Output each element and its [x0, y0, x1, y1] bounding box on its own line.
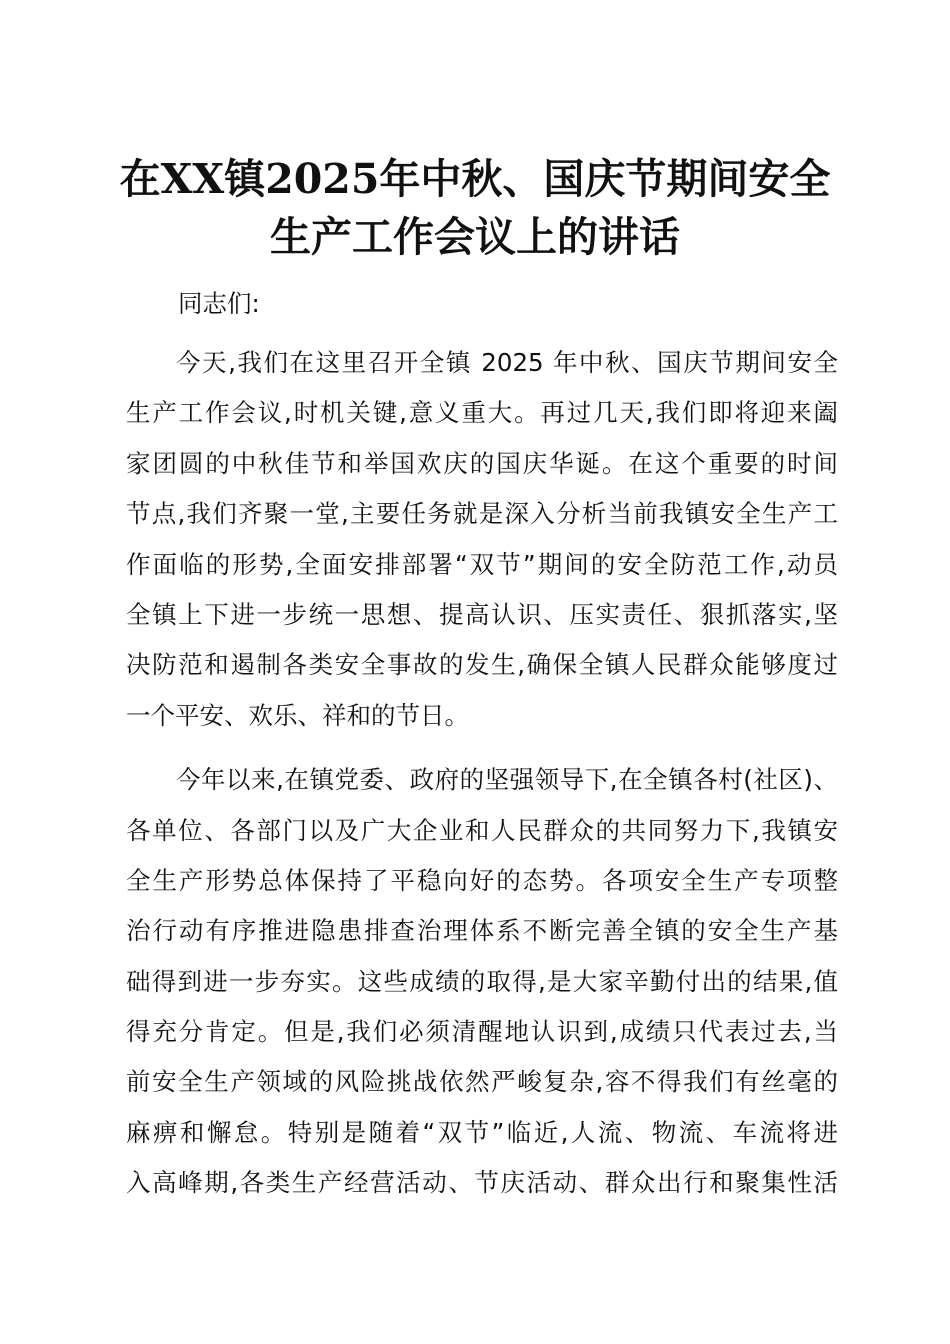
paragraph-line: 今天,我们在这里召开全镇 2025 年中秋、国庆节期间安全: [176, 348, 838, 377]
salutation: 同志们:: [178, 289, 260, 318]
paragraph-line: 决防范和遏制各类安全事故的发生,确保全镇人民群众能够度过: [126, 650, 838, 680]
paragraph-1: [126, 324, 838, 741]
document-body: [126, 282, 838, 1209]
paragraph-line: 全生产形势总体保持了平稳向好的态势。各项安全生产专项整: [126, 865, 838, 895]
paragraph-line: 各单位、各部门以及广大企业和人民群众的共同努力下,我镇安: [126, 815, 838, 845]
paragraph-line: 前安全生产领域的风险挑战依然严峻复杂,容不得我们有丝毫的: [126, 1067, 838, 1097]
paragraph-line: 生产工作会议,时机关键,意义重大。再过几天,我们即将迎来阖: [126, 398, 838, 428]
paragraph-line: 得充分肯定。但是,我们必须清醒地认识到,成绩只代表过去,当: [126, 1017, 838, 1047]
paragraph-line: 础得到进一步夯实。这些成绩的取得,是大家辛勤付出的结果,值: [126, 966, 838, 996]
paragraph-line: 节点,我们齐聚一堂,主要任务就是深入分析当前我镇安全生产工: [126, 499, 838, 529]
paragraph-2: [126, 741, 838, 1209]
paragraph-line: 治行动有序推进隐患排查治理体系不断完善全镇的安全生产基: [126, 916, 838, 946]
paragraph-line: 全镇上下进一步统一思想、提高认识、压实责任、狠抓落实,坚: [126, 599, 838, 629]
paragraph-line: 麻痹和懈怠。特别是随着“双节”临近,人流、物流、车流将进: [126, 1117, 838, 1147]
paragraph-line: 作面临的形势,全面安排部署“双节”期间的安全防范工作,动员: [126, 549, 838, 579]
title-line-2: 生产工作会议上的讲话: [270, 213, 680, 261]
document-title: [110, 150, 840, 266]
title-line-1: 在XX镇2025年中秋、国庆节期间安全: [119, 155, 831, 203]
paragraph-line: 入高峰期,各类生产经营活动、节庆活动、群众出行和聚集性活: [126, 1168, 838, 1198]
paragraph-line: 家团圆的中秋佳节和举国欢庆的国庆华诞。在这个重要的时间: [126, 448, 838, 478]
paragraph-line: 一个平安、欢乐、祥和的节日。: [126, 700, 469, 730]
paragraph-line: 今年以来,在镇党委、政府的坚强领导下,在全镇各村(社区)、: [176, 765, 838, 795]
